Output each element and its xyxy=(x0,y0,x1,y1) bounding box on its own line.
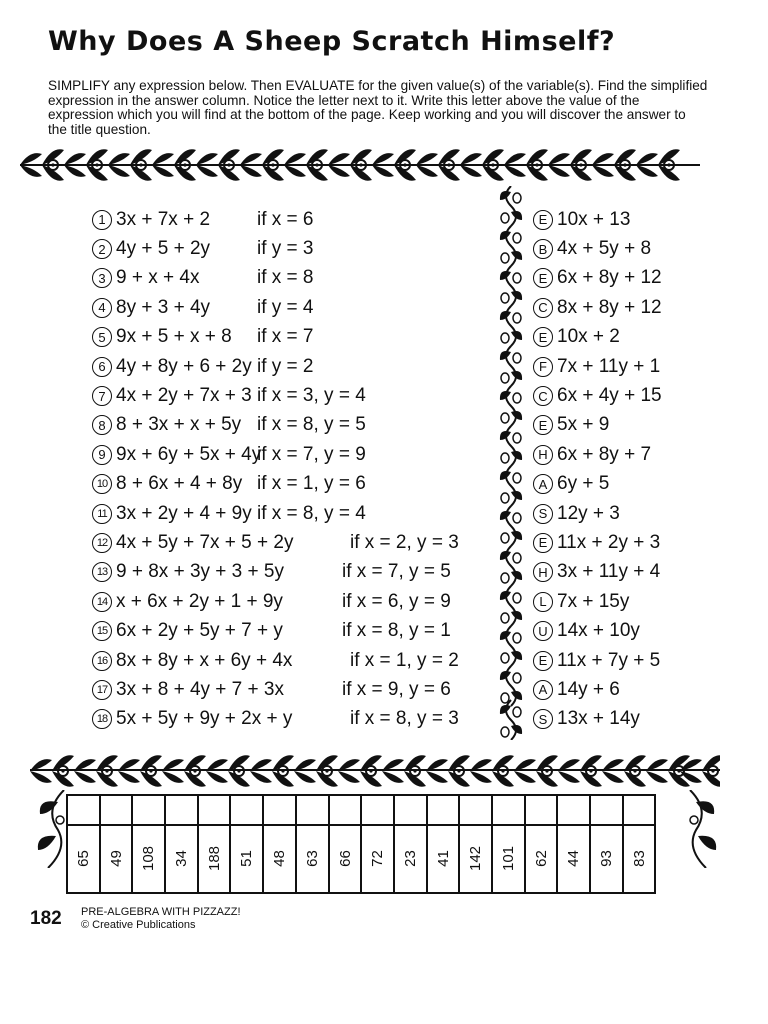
letter-box[interactable] xyxy=(263,795,296,825)
problem-row xyxy=(92,558,512,587)
problem-condition: if x = 6, y = 9 xyxy=(342,590,451,612)
answer-expression: 10x + 13 xyxy=(557,208,631,230)
answer-value: 93 xyxy=(597,850,615,867)
problem-number: 10 xyxy=(92,474,112,494)
answer-value: 23 xyxy=(401,850,419,867)
problem-list xyxy=(92,205,512,734)
value-cell xyxy=(198,825,231,893)
value-cell xyxy=(165,825,198,893)
value-cell xyxy=(100,825,133,893)
answer-row xyxy=(533,558,662,587)
letter-box[interactable] xyxy=(296,795,329,825)
problem-number: 18 xyxy=(92,709,112,729)
answer-row xyxy=(533,440,662,469)
answer-value: 108 xyxy=(140,845,158,872)
answer-expression: 6x + 8y + 7 xyxy=(557,443,652,465)
problem-number: 11 xyxy=(92,504,112,524)
value-cell xyxy=(557,825,590,893)
letter-box[interactable] xyxy=(492,795,525,825)
problem-condition: if x = 1, y = 6 xyxy=(257,473,366,495)
answer-expression: 14x + 10y xyxy=(557,620,640,642)
answer-letter: E xyxy=(533,533,553,553)
problem-condition: if x = 3, y = 4 xyxy=(257,385,366,407)
problem-expression: 9x + 6y + 5x + 4y xyxy=(116,443,262,465)
problem-row xyxy=(92,675,512,704)
problem-number: 8 xyxy=(92,415,112,435)
answer-letter: S xyxy=(533,504,553,524)
problem-row xyxy=(92,293,512,322)
answer-letter: B xyxy=(533,239,553,259)
publisher-copyright: © Creative Publications xyxy=(81,919,196,931)
answer-row xyxy=(533,205,662,234)
problem-row xyxy=(92,470,512,499)
problem-row xyxy=(92,381,512,410)
answer-row xyxy=(533,381,662,410)
problem-number: 14 xyxy=(92,592,112,612)
value-cell xyxy=(329,825,362,893)
value-cell xyxy=(361,825,394,893)
answer-expression: 11x + 7y + 5 xyxy=(557,649,661,671)
value-cell xyxy=(67,825,100,893)
problem-number: 1 xyxy=(92,210,112,230)
answer-expression: 6x + 8y + 12 xyxy=(557,267,662,289)
value-cell xyxy=(623,825,656,893)
answer-row xyxy=(533,528,662,557)
problem-expression: 9x + 5 + x + 8 xyxy=(116,326,232,348)
answer-expression: 13x + 14y xyxy=(557,708,640,730)
value-cell xyxy=(427,825,460,893)
answer-letter: S xyxy=(533,709,553,729)
answer-row xyxy=(533,411,662,440)
problem-row xyxy=(92,616,512,645)
problem-expression: 9 + 8x + 3y + 3 + 5y xyxy=(116,561,284,583)
value-cell xyxy=(394,825,427,893)
answer-grid xyxy=(66,794,656,894)
answer-value: 188 xyxy=(205,845,223,872)
value-cell xyxy=(263,825,296,893)
answer-letter: E xyxy=(533,210,553,230)
answer-value: 65 xyxy=(74,850,92,867)
answer-row xyxy=(533,323,662,352)
problem-row xyxy=(92,440,512,469)
answer-value: 62 xyxy=(532,850,550,867)
problem-condition: if x = 6 xyxy=(257,208,314,230)
problem-number: 5 xyxy=(92,327,112,347)
letter-box[interactable] xyxy=(623,795,656,825)
problem-condition: if x = 9, y = 6 xyxy=(342,678,451,700)
vine-divider-decoration xyxy=(497,186,525,740)
publisher-credit xyxy=(81,906,241,932)
vine-border-top-decoration xyxy=(20,142,700,188)
answer-letter: C xyxy=(533,386,553,406)
problem-condition: if x = 7, y = 9 xyxy=(257,443,366,465)
problem-expression: 3x + 2y + 4 + 9y xyxy=(116,502,252,524)
problem-condition: if x = 8, y = 3 xyxy=(350,708,459,730)
problem-expression: 5x + 5y + 9y + 2x + y xyxy=(116,708,293,730)
problem-row xyxy=(92,705,512,734)
problem-expression: 8x + 8y + x + 6y + 4x xyxy=(116,649,293,671)
problem-number: 12 xyxy=(92,533,112,553)
answer-row xyxy=(533,705,662,734)
problem-row xyxy=(92,646,512,675)
letter-box[interactable] xyxy=(165,795,198,825)
problem-expression: x + 6x + 2y + 1 + 9y xyxy=(116,590,283,612)
problem-row xyxy=(92,323,512,352)
publisher-title: PRE-ALGEBRA WITH PIZZAZZ! xyxy=(81,906,241,918)
problem-row xyxy=(92,264,512,293)
letter-box[interactable] xyxy=(132,795,165,825)
answer-letter: E xyxy=(533,651,553,671)
answer-row xyxy=(533,675,662,704)
problem-number: 17 xyxy=(92,680,112,700)
value-cell xyxy=(296,825,329,893)
answer-value: 48 xyxy=(270,850,288,867)
problem-condition: if x = 1, y = 2 xyxy=(350,649,459,671)
answer-value: 41 xyxy=(434,850,452,867)
problem-row xyxy=(92,411,512,440)
answer-expression: 8x + 8y + 12 xyxy=(557,296,662,318)
answer-value: 63 xyxy=(303,850,321,867)
answer-row xyxy=(533,499,662,528)
value-cell xyxy=(459,825,492,893)
answer-value: 101 xyxy=(499,845,517,872)
problem-condition: if y = 2 xyxy=(257,355,314,377)
problem-number: 4 xyxy=(92,298,112,318)
answer-row xyxy=(533,587,662,616)
letter-box[interactable] xyxy=(230,795,263,825)
answer-letter: A xyxy=(533,680,553,700)
answer-expression: 4x + 5y + 8 xyxy=(557,238,652,260)
answer-letter: H xyxy=(533,562,553,582)
problem-row xyxy=(92,205,512,234)
answer-column xyxy=(533,205,662,734)
problem-number: 16 xyxy=(92,651,112,671)
problem-condition: if x = 7, y = 5 xyxy=(342,561,451,583)
problem-condition: if y = 4 xyxy=(257,296,314,318)
answer-expression: 3x + 11y + 4 xyxy=(557,561,661,583)
value-cell xyxy=(492,825,525,893)
problem-expression: 4x + 2y + 7x + 3 xyxy=(116,385,252,407)
answer-row xyxy=(533,646,662,675)
answer-letter: E xyxy=(533,327,553,347)
answer-expression: 11x + 2y + 3 xyxy=(557,531,661,553)
value-cell xyxy=(525,825,558,893)
answer-value: 49 xyxy=(107,850,125,867)
letter-box[interactable] xyxy=(557,795,590,825)
problem-expression: 8 + 6x + 4 + 8y xyxy=(116,473,243,495)
answer-expression: 5x + 9 xyxy=(557,414,610,436)
letter-box[interactable] xyxy=(525,795,558,825)
answer-row xyxy=(533,352,662,381)
problem-number: 6 xyxy=(92,357,112,377)
problem-number: 15 xyxy=(92,621,112,641)
problem-condition: if y = 3 xyxy=(257,238,314,260)
problem-row xyxy=(92,499,512,528)
problem-expression: 8 + 3x + x + 5y xyxy=(116,414,242,436)
letter-box[interactable] xyxy=(590,795,623,825)
problem-row xyxy=(92,352,512,381)
answer-row xyxy=(533,470,662,499)
answer-value: 44 xyxy=(565,850,583,867)
vine-corner-left-decoration xyxy=(34,790,68,868)
letter-box[interactable] xyxy=(394,795,427,825)
problem-row xyxy=(92,587,512,616)
problem-expression: 3x + 7x + 2 xyxy=(116,208,211,230)
vine-corner-right-decoration xyxy=(686,790,720,868)
letter-box[interactable] xyxy=(459,795,492,825)
problem-condition: if x = 7 xyxy=(257,326,314,348)
answer-expression: 6y + 5 xyxy=(557,473,610,495)
answer-letter: H xyxy=(533,445,553,465)
answer-value: 66 xyxy=(336,850,354,867)
problem-expression: 9 + x + 4x xyxy=(116,267,200,289)
letter-box[interactable] xyxy=(67,795,100,825)
value-cell xyxy=(132,825,165,893)
answer-row xyxy=(533,234,662,263)
answer-letter: E xyxy=(533,268,553,288)
answer-letter: U xyxy=(533,621,553,641)
problem-expression: 4x + 5y + 7x + 5 + 2y xyxy=(116,531,294,553)
vine-border-bottom-decoration xyxy=(30,748,720,792)
answer-expression: 6x + 4y + 15 xyxy=(557,385,662,407)
answer-value: 51 xyxy=(238,850,256,867)
answer-value: 34 xyxy=(172,850,190,867)
problem-expression: 4y + 5 + 2y xyxy=(116,238,211,260)
page-title: Why Does A Sheep Scratch Himself? xyxy=(48,26,616,57)
problem-condition: if x = 8 xyxy=(257,267,314,289)
problem-condition: if x = 8, y = 1 xyxy=(342,620,451,642)
answer-expression: 10x + 2 xyxy=(557,326,620,348)
problem-condition: if x = 2, y = 3 xyxy=(350,531,459,553)
answer-letter: C xyxy=(533,298,553,318)
answer-letter: A xyxy=(533,474,553,494)
problem-condition: if x = 8, y = 5 xyxy=(257,414,366,436)
answer-letter: F xyxy=(533,357,553,377)
value-cell xyxy=(230,825,263,893)
problem-expression: 6x + 2y + 5y + 7 + y xyxy=(116,620,283,642)
answer-expression: 12y + 3 xyxy=(557,502,620,524)
problem-expression: 3x + 8 + 4y + 7 + 3x xyxy=(116,678,284,700)
letter-boxes-row xyxy=(67,795,655,825)
letter-box[interactable] xyxy=(100,795,133,825)
problem-number: 7 xyxy=(92,386,112,406)
answer-row xyxy=(533,616,662,645)
problem-number: 2 xyxy=(92,239,112,259)
problem-condition: if x = 8, y = 4 xyxy=(257,502,366,524)
problem-row xyxy=(92,234,512,263)
answer-letter: E xyxy=(533,415,553,435)
letter-box[interactable] xyxy=(198,795,231,825)
answer-expression: 14y + 6 xyxy=(557,678,620,700)
problem-number: 3 xyxy=(92,268,112,288)
answer-value: 72 xyxy=(369,850,387,867)
letter-box[interactable] xyxy=(361,795,394,825)
page-number: 182 xyxy=(30,908,62,929)
problem-number: 9 xyxy=(92,445,112,465)
value-cell xyxy=(590,825,623,893)
value-row xyxy=(67,825,655,893)
answer-value: 142 xyxy=(467,845,485,872)
letter-box[interactable] xyxy=(427,795,460,825)
answer-row xyxy=(533,264,662,293)
problem-row xyxy=(92,528,512,557)
problem-number: 13 xyxy=(92,562,112,582)
problem-expression: 8y + 3 + 4y xyxy=(116,296,211,318)
answer-row xyxy=(533,293,662,322)
answer-expression: 7x + 15y xyxy=(557,590,630,612)
instructions: SIMPLIFY any expression below. Then EVALUATE for the given value(s) of the variable(s). Find the simplified expression in the answer column. Notice the letter next to it. Write this letter above the value of the expression which you will find at the bottom of the page. Keep working and you will discover the answer to the title question. xyxy=(48,78,708,137)
answer-value: 83 xyxy=(630,850,648,867)
problem-expression: 4y + 8y + 6 + 2y xyxy=(116,355,252,377)
letter-box[interactable] xyxy=(329,795,362,825)
answer-expression: 7x + 11y + 1 xyxy=(557,355,661,377)
answer-letter: L xyxy=(533,592,553,612)
